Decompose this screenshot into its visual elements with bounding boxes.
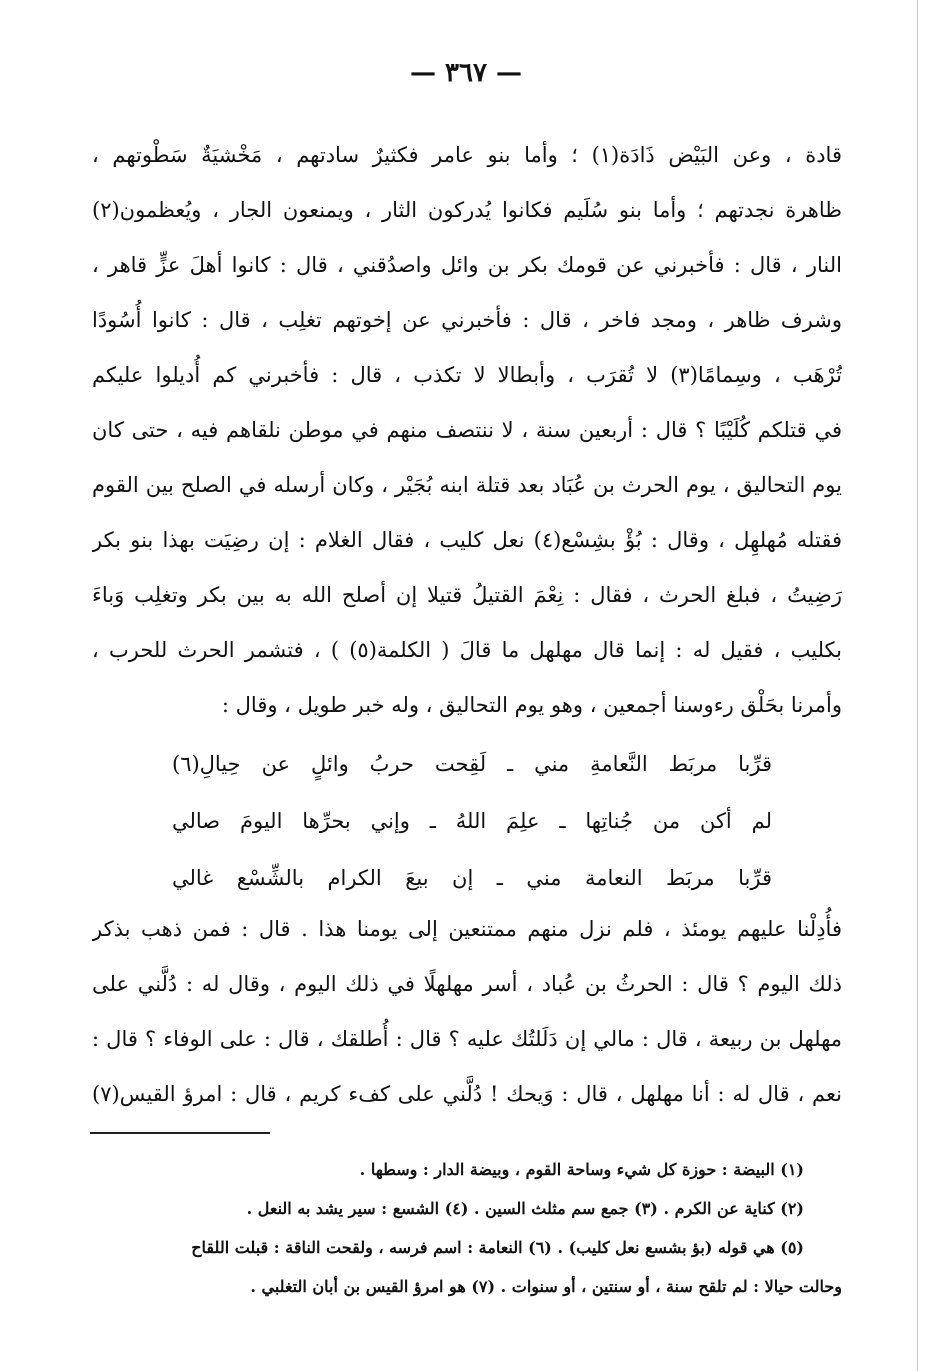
text-line: بكليب ، فقيل له : إنما قال مهلهل ما قالَ ( الكلمة(٥) ) ، فتشمر الحرث للحرب ، (92, 638, 842, 662)
text-line: رَضِيتُ ، فبلغ الحرث ، فقال : نِعْمَ القتيلُ قتيلا إن أصلح الله به بين بكر وتغلِب وَباءَ (92, 583, 842, 607)
footnote-line: (٢) كناية عن الكرم . (٣) جمع سم مثلث السين . (٤) الشسع : سير يشد به النعل . (246, 1199, 804, 1218)
verse-line: قرِّبا مربَط النعامة مني ـ إن بيعَ الكرام بالشِّسْع غالي (172, 866, 772, 890)
footnote-divider (90, 1132, 270, 1134)
text-line: فقتله مُهلهِل ، وقال : بُؤْ بشِسْع(٤) نعل كليب ، فقال الغلام : إن رضِيَت بهذا بنو بكر (92, 528, 842, 552)
page-number: — ٣٦٧ — (409, 58, 523, 88)
footnote-line: (٥) هي قوله (بؤ بشسع نعل كليب) . (٦) النعامة : اسم فرسه ، ولقحت الناقة : قبلت اللقاح (191, 1238, 804, 1257)
text-line: مهلهل بن ربيعة ، قال : مالي إن دَلَلتُك عليه ؟ قال : أُطلقك ، قال : على الوفاء ؟ قال : (92, 1027, 842, 1051)
text-line: النار ، قال : فأخبرني عن قومك بكر بن وائل واصدُقني ، قال : كانوا أهلَ عزٍّ قاهر ، (92, 253, 842, 277)
text-line: قادة ، وعن البَيْض ذَادَة(١) ؛ وأما بنو عامر فكثيرٌ سادتهم ، مَخْشيَةٌ سَطْوتهم ، (92, 143, 842, 167)
footnotes (92, 1150, 842, 1306)
footnote-line: وحالت حيالا : لم تلقح سنة ، أو سنتين ، أو سنوات . (٧) هو امرؤ القيس بن أبان التغلبي . (250, 1277, 842, 1296)
text-line: وشرف ظاهر ، ومجد فاخر ، قال : فأخبرني عن إخوتهم تغلِب ، قال : كانوا أُسُودًا (92, 308, 842, 332)
text-line: فأُدِلْنا عليهم يومئذ ، فلم نزل منهم ممتنعين إلى يومنا هذا . قال : فمن ذهب بذكر (92, 917, 842, 941)
text-line: نعم ، قال له : أنا مهلهل ، قال : وَيحك ! دُلَّني على كفء كريم ، قال : امرؤ القيس(٧) (92, 1082, 842, 1106)
poem-verses (172, 736, 772, 907)
text-line: ذلك اليوم ؟ قال : الحرثُ بن عُباد ، أسر مهلهلًا في ذلك اليوم ، وقال له : دُلَّني على (92, 972, 842, 996)
page-edge-line (917, 0, 918, 1371)
text-line: تُرْهَب ، وسِمامًا(٣) لا تُقرَب ، وأبطالا لا تكذب ، قال : فأخبرني كم أُديلوا عليكم (92, 363, 842, 387)
paragraph-1 (92, 128, 842, 733)
text-line: يوم التحاليق ، يوم الحرث بن عُبَاد بعد قتلة ابنه بُجَيْر ، وكان أرسله في الصلح بين القوم (92, 473, 842, 497)
text-line: في قتلكم كُلَيْبًا ؟ قال : أربعين سنة ، لا ننتصف منهم في موطن نلقاهم فيه ، حتى كان (92, 418, 842, 442)
verse-line: قرِّبا مربَط النَّعامةِ مني ـ لَقِحت حربُ وائلٍ عن حِيالِ(٦) (172, 752, 772, 776)
verse-line: لم أكن من جُناتِها ـ علِمَ اللهُ ـ وإني بحرِّها اليومَ صالي (172, 809, 772, 833)
paragraph-2 (92, 902, 842, 1122)
footnote-line: (١) البيضة : حوزة كل شيء وساحة القوم ، وبيضة الدار : وسطها . (359, 1160, 804, 1179)
text-line: ظاهرة نجدتهم ؛ وأما بنو سُلَيم فكانوا يُدركون الثار ، ويمنعون الجار ، ويُعظمون(٢) (92, 198, 842, 222)
text-line: وأمرنا بحَلْق رءوسنا أجمعين ، وهو يوم التحاليق ، وله خبر طويل ، وقال : (221, 693, 842, 717)
